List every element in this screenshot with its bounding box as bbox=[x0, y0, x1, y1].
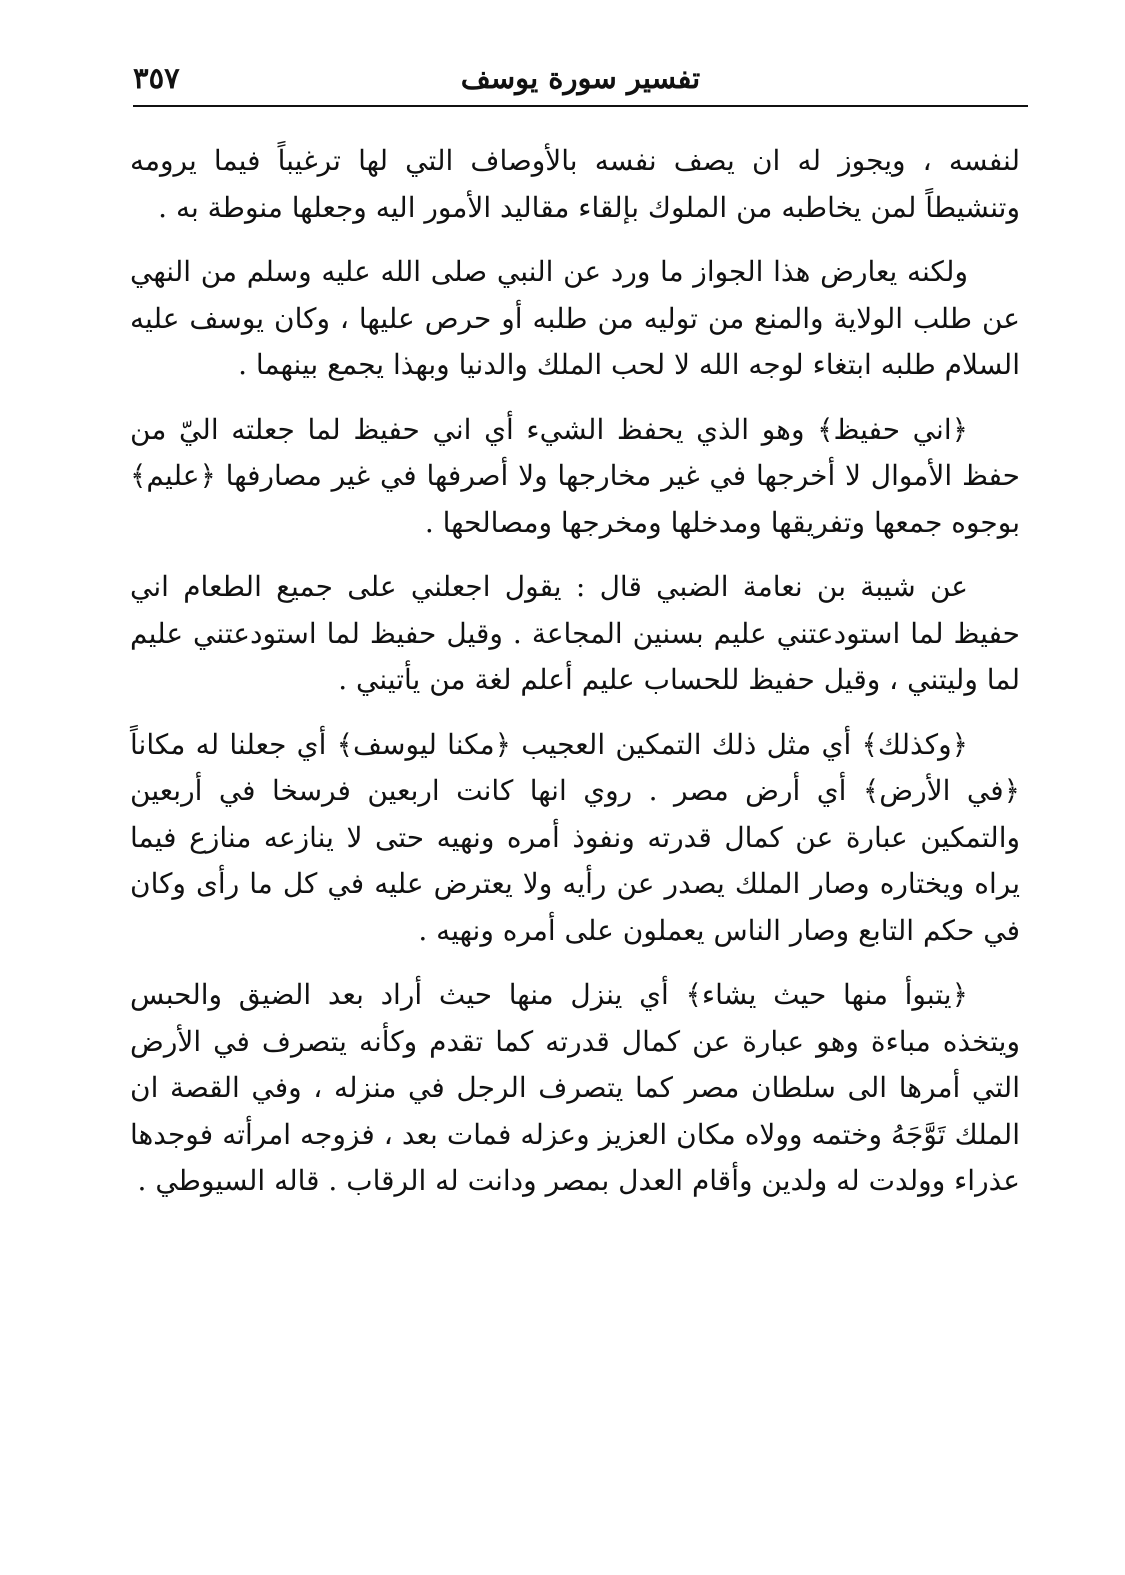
body-text bbox=[130, 138, 1020, 1223]
header-divider bbox=[133, 105, 1028, 107]
paragraph: ﴿اني حفيظ﴾ وهو الذي يحفظ الشيء أي اني حفيظ لما جعلته اليّ من حفظ الأموال لا أخرجها في غير مخارجها ولا أصرفها في غير مصارفها ﴿عليم﴾ بوجوه جمعها وتفريقها ومدخلها ومخرجها ومصالحها . bbox=[130, 412, 1020, 539]
running-header bbox=[133, 58, 1028, 102]
paragraph: عن شيبة بن نعامة الضبي قال : يقول اجعلني على جميع الطعام اني حفيظ لما استودعتني عليم بسنين المجاعة . وقيل حفيظ لما استودعتني عليم لما وليتني ، وقيل حفيظ للحساب عليم أعلم لغة من يأتيني . bbox=[130, 570, 1020, 696]
page-number: ٣٥٧ bbox=[133, 61, 180, 95]
paragraph: ولكنه يعارض هذا الجواز ما ورد عن النبي صلى الله عليه وسلم من النهي عن طلب الولاية والمنع من توليه من طلبه أو حرص عليها ، وكان يوسف عليه السلام طلبه ابتغاء لوجه الله لا لحب الملك والدنيا وبهذا يجمع بينهما . bbox=[130, 255, 1020, 381]
paragraph: ﴿وكذلك﴾ أي مثل ذلك التمكين العجيب ﴿مكنا ليوسف﴾ أي جعلنا له مكاناً ﴿في الأرض﴾ أي أرض مصر . روي انها كانت اربعين فرسخا في أربعين والتمكين عبارة عن كمال قدرته ونفوذ أمره ونهيه حتى لا ينازعه منازع فيما يراه ويختاره وصار الملك يصدر عن رأيه ولا يعترض عليه في كل ما رأى وكان في حكم التابع وصار الناس يعملون على أمره ونهيه . bbox=[130, 727, 1020, 947]
paragraph: ﴿يتبوأ منها حيث يشاء﴾ أي ينزل منها حيث أراد بعد الضيق والحبس ويتخذه مباءة وهو عبارة عن كمال قدرته كما تقدم وكأنه يتصرف في الأرض التي أمرها الى سلطان مصر كما يتصرف الرجل في منزله ، وفي القصة ان الملك تَوَّجَهُ وختمه وولاه مكان العزيز وعزله فمات بعد ، فزوجه امرأته فوجدها عذراء وولدت له ولدين وأقام العدل بمصر ودانت له الرقاب . قاله السيوطي . bbox=[130, 978, 1020, 1197]
paragraph: لنفسه ، ويجوز له ان يصف نفسه بالأوصاف التي لها ترغيباً فيما يرومه وتنشيطاً لمن يخاطبه من الملوك بإلقاء مقاليد الأمور اليه وجعلها منوطة به . bbox=[130, 144, 1020, 224]
chapter-title: تفسير سورة يوسف bbox=[460, 61, 701, 95]
